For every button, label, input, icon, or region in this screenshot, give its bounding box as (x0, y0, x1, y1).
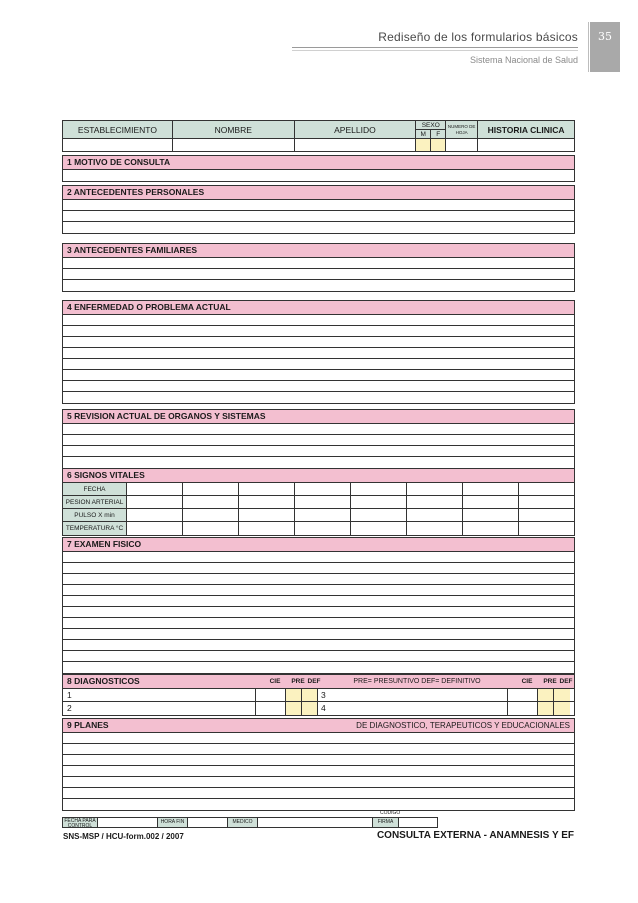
entry-line[interactable] (63, 662, 574, 673)
vitals-row-presion (63, 496, 574, 509)
entry-line[interactable] (63, 359, 574, 370)
entry-line[interactable] (63, 629, 574, 640)
entry-line[interactable] (63, 618, 574, 629)
vitals-cell[interactable] (183, 496, 239, 508)
entry-line[interactable] (63, 200, 574, 211)
vitals-cell[interactable] (127, 509, 183, 521)
entry-line[interactable] (63, 640, 574, 651)
vitals-cell[interactable] (463, 509, 519, 521)
page-number: 35 (590, 22, 620, 72)
vitals-cell[interactable] (183, 509, 239, 521)
vitals-cell[interactable] (351, 496, 407, 508)
document-subtitle: Sistema Nacional de Salud (469, 55, 578, 65)
vitals-cell[interactable] (407, 496, 463, 508)
entry-line[interactable] (63, 744, 574, 755)
entry-line[interactable] (63, 574, 574, 585)
vitals-label: FECHA (63, 483, 127, 495)
entry-line[interactable] (63, 435, 574, 446)
medico-label: MEDICO (228, 818, 258, 827)
vitals-cell[interactable] (239, 522, 295, 535)
entry-line[interactable] (63, 733, 574, 744)
vitals-cell[interactable] (519, 522, 574, 535)
entry-line[interactable] (63, 222, 574, 233)
vitals-cell[interactable] (351, 483, 407, 495)
section-title: 5 REVISION ACTUAL DE ORGANOS Y SISTEMAS (63, 410, 574, 424)
pre-checkbox[interactable] (286, 702, 302, 715)
section-antecedentes-personales (62, 185, 575, 234)
fecha-control-label: FECHA PARA CONTROL (63, 818, 98, 827)
pre-header-2: PRE (543, 678, 557, 685)
entry-line[interactable] (63, 457, 574, 468)
vitals-cell[interactable] (463, 496, 519, 508)
section-title (63, 719, 574, 733)
vitals-cell[interactable] (239, 483, 295, 495)
vitals-label: PESION ARTERIAL (63, 496, 127, 508)
cie-field[interactable] (508, 689, 538, 701)
entry-line[interactable] (63, 651, 574, 662)
vitals-cell[interactable] (407, 522, 463, 535)
sexo-m-header: M (416, 130, 431, 139)
page-number-divider (588, 22, 589, 72)
apellido-header: APELLIDO (294, 121, 416, 139)
numero-hoja-field[interactable] (446, 139, 478, 152)
establecimiento-header: ESTABLECIMIENTO (63, 121, 173, 139)
entry-line[interactable] (63, 799, 574, 810)
entry-line[interactable] (63, 315, 574, 326)
vitals-cell[interactable] (183, 522, 239, 535)
diagnostics-header (63, 675, 574, 689)
vitals-row-pulso (63, 509, 574, 522)
vitals-cell[interactable] (295, 522, 351, 535)
vitals-cell[interactable] (295, 509, 351, 521)
vitals-cell[interactable] (295, 483, 351, 495)
header-rule-light (292, 50, 578, 51)
cie-field[interactable] (256, 702, 286, 715)
header-rule (292, 47, 578, 48)
entry-line[interactable] (63, 424, 574, 435)
entry-line[interactable] (63, 326, 574, 337)
plans-note: DE DIAGNOSTICO, TERAPEUTICOS Y EDUCACIONALES (356, 721, 570, 730)
establecimiento-field[interactable] (63, 139, 173, 152)
def-header-2: DEF (559, 678, 573, 685)
section-title: 2 ANTECEDENTES PERSONALES (63, 186, 574, 200)
section-title: 4 ENFERMEDAD O PROBLEMA ACTUAL (63, 301, 574, 315)
entry-line[interactable] (63, 585, 574, 596)
vitals-label: TEMPERATURA °C (63, 522, 127, 535)
section-signos-vitales (62, 468, 575, 536)
entry-line[interactable] (63, 211, 574, 222)
vitals-cell[interactable] (127, 522, 183, 535)
entry-line[interactable] (63, 607, 574, 618)
historia-clinica-header: HISTORIA CLINICA (478, 121, 575, 139)
pre-checkbox[interactable] (538, 702, 554, 715)
vitals-cell[interactable] (519, 483, 574, 495)
diagnostic-number: 2 (63, 702, 256, 715)
section-title: 6 SIGNOS VITALES (63, 469, 574, 483)
vitals-cell[interactable] (463, 483, 519, 495)
pre-header: PRE (291, 678, 305, 685)
vitals-cell[interactable] (519, 496, 574, 508)
sexo-f-field[interactable] (431, 139, 446, 152)
cie-header-2: CIE (521, 678, 533, 685)
section-title: 1 MOTIVO DE CONSULTA (63, 156, 574, 170)
vitals-cell[interactable] (407, 483, 463, 495)
entry-line[interactable] (63, 258, 574, 269)
entry-line[interactable] (63, 381, 574, 392)
entry-line[interactable] (63, 392, 574, 403)
entry-line[interactable] (63, 788, 574, 799)
entry-line[interactable] (63, 370, 574, 381)
vitals-cell[interactable] (239, 496, 295, 508)
firma-field[interactable] (399, 818, 437, 827)
section-examen-fisico (62, 537, 575, 674)
section-title: 3 ANTECEDENTES FAMILIARES (63, 244, 574, 258)
firma-label: FIRMA (373, 818, 399, 827)
entry-line[interactable] (63, 755, 574, 766)
fecha-control-field[interactable] (98, 818, 158, 827)
sexo-f-header: F (431, 130, 446, 139)
def-checkbox[interactable] (554, 689, 570, 701)
document-title: Rediseño de los formularios básicos (378, 30, 578, 44)
vitals-cell[interactable] (127, 496, 183, 508)
diagnostic-number: 4 (318, 702, 508, 715)
diagnostic-number: 3 (318, 689, 508, 701)
entry-line[interactable] (63, 596, 574, 607)
def-checkbox[interactable] (302, 689, 318, 701)
numero-hoja-header: NUMERO DE HOJA (446, 121, 478, 139)
vitals-cell[interactable] (127, 483, 183, 495)
def-checkbox[interactable] (302, 702, 318, 715)
hora-fin-label: HORA FIN (158, 818, 188, 827)
vitals-cell[interactable] (239, 509, 295, 521)
section-planes (62, 718, 575, 811)
entry-line[interactable] (63, 269, 574, 280)
section-title: 8 DIAGNOSTICOS (67, 676, 140, 686)
medico-field[interactable] (258, 818, 373, 827)
vitals-cell[interactable] (183, 483, 239, 495)
entry-line[interactable] (63, 563, 574, 574)
vitals-cell[interactable] (407, 509, 463, 521)
diagnostics-row (63, 689, 574, 702)
section-diagnosticos (62, 674, 575, 716)
section-motivo-consulta (62, 155, 575, 182)
vitals-row-fecha (63, 483, 574, 496)
vitals-cell[interactable] (295, 496, 351, 508)
entry-line[interactable] (63, 446, 574, 457)
section-title-text: 9 PLANES (67, 720, 109, 730)
nombre-field[interactable] (172, 139, 294, 152)
vitals-cell[interactable] (463, 522, 519, 535)
entry-line[interactable] (63, 777, 574, 788)
diagnostics-row (63, 702, 574, 715)
cie-header: CIE (269, 678, 281, 685)
def-checkbox[interactable] (554, 702, 570, 715)
section-title: 7 EXAMEN FISICO (63, 538, 574, 552)
def-header: DEF (307, 678, 321, 685)
cie-field[interactable] (256, 689, 286, 701)
vitals-cell[interactable] (519, 509, 574, 521)
entry-line[interactable] (63, 348, 574, 359)
pre-checkbox[interactable] (538, 689, 554, 701)
diagnostics-legend: PRE= PRESUNTIVO DEF= DEFINITIVO (353, 678, 481, 685)
form-code: SNS-MSP / HCU-form.002 / 2007 (63, 832, 184, 841)
hora-fin-field[interactable] (188, 818, 228, 827)
patient-id-table (62, 120, 575, 152)
entry-line[interactable] (63, 280, 574, 291)
entry-line[interactable] (63, 170, 574, 181)
cie-field[interactable] (508, 702, 538, 715)
vitals-cell[interactable] (351, 509, 407, 521)
vitals-cell[interactable] (351, 522, 407, 535)
codigo-label: CODIGO (380, 810, 401, 816)
diagnostic-number: 1 (63, 689, 256, 701)
vitals-row-temperatura (63, 522, 574, 535)
nombre-header: NOMBRE (172, 121, 294, 139)
section-revision-organos (62, 409, 575, 469)
entry-line[interactable] (63, 552, 574, 563)
footer-signature-row (62, 817, 438, 828)
sexo-m-field[interactable] (416, 139, 431, 152)
sexo-header: SEXO (416, 121, 446, 130)
section-enfermedad-actual (62, 300, 575, 404)
pre-checkbox[interactable] (286, 689, 302, 701)
apellido-field[interactable] (294, 139, 416, 152)
form-title: CONSULTA EXTERNA - ANAMNESIS Y EF (376, 830, 574, 841)
entry-line[interactable] (63, 337, 574, 348)
entry-line[interactable] (63, 766, 574, 777)
section-antecedentes-familiares (62, 243, 575, 292)
historia-clinica-field[interactable] (478, 139, 575, 152)
vitals-label: PULSO X min (63, 509, 127, 521)
